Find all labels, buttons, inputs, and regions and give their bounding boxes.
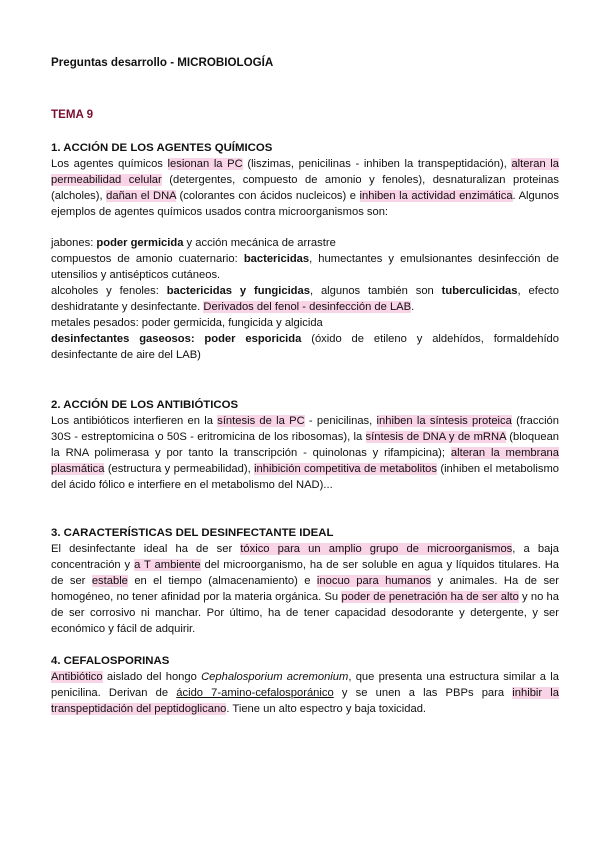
section-agentes-quimicos	[51, 140, 559, 363]
text: en el tiempo (almacenamiento) e	[127, 575, 317, 587]
highlight: síntesis de DNA y de mRNA	[365, 431, 506, 443]
text: (colorantes con ácidos nucleicos) e	[176, 190, 360, 202]
highlight: poder de penetración ha de ser alto	[341, 591, 519, 603]
list-item-jabones	[51, 235, 559, 251]
text: El desinfectante ideal ha de ser	[51, 543, 241, 555]
section-2-paragraph	[51, 413, 559, 493]
text: . Tiene un alto espectro y baja toxicidad.	[226, 703, 427, 715]
highlight: inocuo para humanos	[316, 575, 432, 587]
text: (fracción 30S - estreptomicina o 50S - eritromicina de los ribosomas), la	[51, 415, 560, 443]
highlight: inhiben la síntesis proteica	[376, 415, 512, 427]
text: del microorganismo, ha de ser soluble en agua y líquidos titulares. Ha de ser	[51, 559, 560, 587]
section-4-heading: 4. CEFALOSPORINAS	[51, 655, 170, 667]
list-item-metales: metales pesados: poder germicida, fungicida y algicida	[51, 317, 323, 329]
list-item-gaseosos	[51, 331, 559, 363]
text: (liszimas, penicilinas - inhiben la transpeptidación),	[242, 158, 512, 170]
text: (bloquean la RNA polimerasa y por tanto la transcripción - quinolonas y rifampicina);	[51, 431, 560, 459]
section-2-heading: 2. ACCIÓN DE LOS ANTIBIÓTICOS	[51, 399, 239, 411]
text: y se unen a las PBPs para	[333, 687, 513, 699]
highlight: Antibiótico	[51, 671, 103, 683]
section-1-paragraph	[51, 156, 559, 220]
text: alcoholes y fenoles:	[51, 285, 167, 297]
highlight: Derivados del fenol - desinfección de LAB	[203, 301, 412, 313]
text: y animales. Ha de ser homogéneo, no tener afinidad por la materia orgánica. Su	[51, 575, 559, 603]
highlight: inhiben la actividad enzimática	[359, 190, 513, 202]
text: aislado del hongo	[102, 671, 202, 683]
bold-text: bactericidas y fungicidas	[166, 285, 310, 297]
section-4-paragraph	[51, 669, 559, 717]
text: jabones:	[51, 237, 97, 249]
text: Los agentes químicos	[51, 158, 168, 170]
text: , efecto deshidratante y desinfectante.	[51, 285, 559, 313]
document-title: Preguntas desarrollo - MICROBIOLOGÍA	[51, 56, 274, 69]
list-item-amonio	[51, 251, 559, 283]
section-antibioticos	[51, 397, 559, 493]
highlight: dañan el DNA	[106, 190, 177, 202]
bold-text: bactericidas	[243, 253, 310, 265]
text: Los antibióticos interfieren en la	[51, 415, 218, 427]
text: , humectantes y emulsionantes desinfección de utensilios y antisépticos cutáneos.	[51, 253, 560, 281]
highlight: estable	[91, 575, 128, 587]
bold-text: desinfectantes gaseosos: poder esporicida	[51, 333, 302, 345]
highlight: lesionan la PC	[167, 158, 243, 170]
italic-text: Cephalosporium acremonium	[201, 671, 349, 683]
bold-text: poder germicida	[96, 237, 184, 249]
text: - penicilinas,	[304, 415, 377, 427]
highlight: alteran la permeabilidad celular	[51, 158, 560, 186]
text: , que presenta una estructura similar a la penicilina. Derivan de	[51, 671, 559, 699]
text: . Algunos ejemplos de agentes químicos usados contra microorganismos son:	[51, 190, 559, 218]
text: (óxido de etileno y aldehídos, formaldehído desinfectante de aire del LAB)	[51, 333, 559, 361]
bold-text: tuberculicidas	[441, 285, 518, 297]
text: y acción mecánica de arrastre	[183, 237, 336, 249]
section-cefalosporinas	[51, 653, 559, 717]
highlight: inhibir la transpeptidación del peptidoglicano	[51, 687, 560, 715]
highlight: a T ambiente	[134, 559, 201, 571]
highlight: inhibición competitiva de metabolitos	[254, 463, 437, 475]
section-desinfectante-ideal	[51, 525, 559, 637]
text: (detergentes, compuesto de amonio y fenoles), desnaturalizan proteinas (alcholes),	[51, 174, 560, 202]
section-1-heading: 1. ACCIÓN DE LOS AGENTES QUÍMICOS	[51, 142, 273, 154]
text: .	[411, 301, 415, 313]
text: , a baja concentración y	[51, 543, 560, 571]
highlight: síntesis de la PC	[217, 415, 305, 427]
highlight: tóxico para un amplio grupo de microorganismos	[240, 543, 513, 555]
section-3-paragraph	[51, 541, 559, 637]
section-3-heading: 3. CARACTERÍSTICAS DEL DESINFECTANTE IDEAL	[51, 527, 334, 539]
list-item-alcoholes	[51, 283, 559, 315]
tema-heading: TEMA 9	[51, 108, 94, 121]
text: (estructura y permeabilidad),	[104, 463, 255, 475]
text: , algunos también son	[309, 285, 442, 297]
text: (inhiben el metabolismo del ácido fólico e interfiere en el metabolismo del NAD)...	[51, 463, 559, 491]
highlight: alteran la membrana plasmática	[51, 447, 559, 475]
underlined-text: ácido 7-amino-cefalosporánico	[176, 687, 334, 699]
text: y no ha de ser corrosivo ni manchar. Por último, ha de tener capacidad desodorante y detergente, y ser económico y fácil de adquirir.	[51, 591, 559, 635]
text: compuestos de amonio cuaternario:	[51, 253, 244, 265]
